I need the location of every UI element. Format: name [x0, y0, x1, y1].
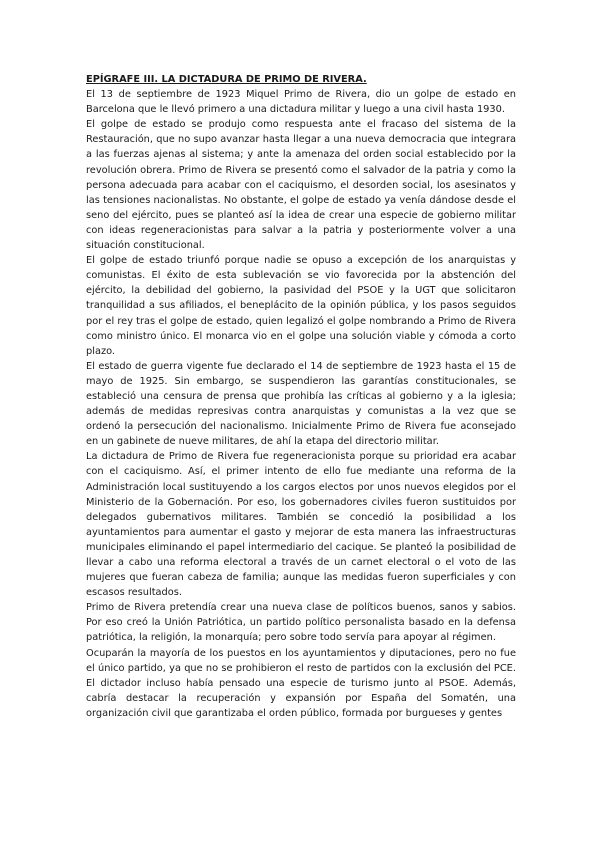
document-body — [86, 72, 516, 721]
paragraph-5: La dictadura de Primo de Rivera fue regeneracionista porque su prioridad era acabar con el caciquismo. Así, el primer intento de ello fue mediante una reforma de la Administración local sustituyendo a los cargos electos por unos nuevos elegidos por el Ministerio de la Gobernación. Por eso, los gobernadores civiles fueron sustituidos por delegados gubernativos militares. También se concedió la posibilidad a los ayuntamientos para aumentar el gasto y mejorar de esta manera las infraestructuras municipales eliminando el papel intermediario del cacique. Se planteó la posibilidad de llevar a cabo una reforma electoral a través de un carnet electoral o el voto de las mujeres que fueran cabeza de familia; aunque las medidas fueron superficiales y con escasos resultados. — [86, 451, 516, 599]
paragraph-6: Primo de Rivera pretendía crear una nueva clase de políticos buenos, sanos y sabios. Por eso creó la Unión Patriótica, un partido político personalista basado en la defensa patriótica, la religión, la monarquía; pero sobre todo servía para apoyar al régimen. — [86, 602, 516, 644]
paragraph-4: El estado de guerra vigente fue declarado el 14 de septiembre de 1923 hasta el 15 de mayo de 1925. Sin embargo, se suspendieron las garantías constitucionales, se estableció una censura de prensa que prohibía las críticas al gobierno y a la iglesia; además de medidas represivas contra anarquistas y comunistas a la vez que se ordenó la persecución del nacionalismo. Inicialmente Primo de Rivera fue aconsejado en un gabinete de nueve militares, de ahí la etapa del directorio militar. — [86, 360, 516, 448]
paragraph-2: El golpe de estado se produjo como respuesta ante el fracaso del sistema de la Restauración, que no supo avanzar hasta llegar a una nueva democracia que integrara a las fuerzas ajenas al sistema; y ante la amenaza del orden social establecido por la revolución obrera. Primo de Rivera se presentó como el salvador de la patria y como la persona adecuada para acabar con el caciquismo, el desorden social, los asesinatos y las tensiones nacionalistas. No obstante, el golpe de estado ya venía dándose desde el seno del ejército, pues se planteó así la idea de crear una especie de gobierno militar con ideas regeneracionistas para salvar a la patria y posteriormente volver a una situación constitucional. — [86, 119, 516, 252]
document-title: EPÍGRAFE III. LA DICTADURA DE PRIMO DE RIVERA. — [86, 74, 367, 85]
paragraph-7: Ocuparán la mayoría de los puestos en los ayuntamientos y diputaciones, pero no fue el único partido, ya que no se prohibieron el resto de partidos con la exclusión del PCE. El dictador incluso había pensado una especie de turismo junto al PSOE. Además, cabría destacar la recuperación y expansión por España del Somatén, una organización civil que garantizaba el orden público, formada por burgueses y gentes — [86, 647, 516, 719]
paragraph-1: El 13 de septiembre de 1923 Miquel Primo de Rivera, dio un golpe de estado en Barcelona que le llevó primero a una dictadura militar y luego a una civil hasta 1930. — [86, 89, 516, 116]
paragraph-3: El golpe de estado triunfó porque nadie se opuso a excepción de los anarquistas y comunistas. El éxito de esta sublevación se vio favorecida por la abstención del ejército, la debilidad del gobierno, la pasividad del PSOE y la UGT que solicitaron tranquilidad a sus afiliados, el beneplácito de la opinión pública, y los pasos seguidos por el rey tras el golpe de estado, quien legalizó el golpe nombrando a Primo de Rivera como ministro único. El monarca vio en el golpe una solución viable y cómoda a corto plazo. — [86, 255, 516, 357]
